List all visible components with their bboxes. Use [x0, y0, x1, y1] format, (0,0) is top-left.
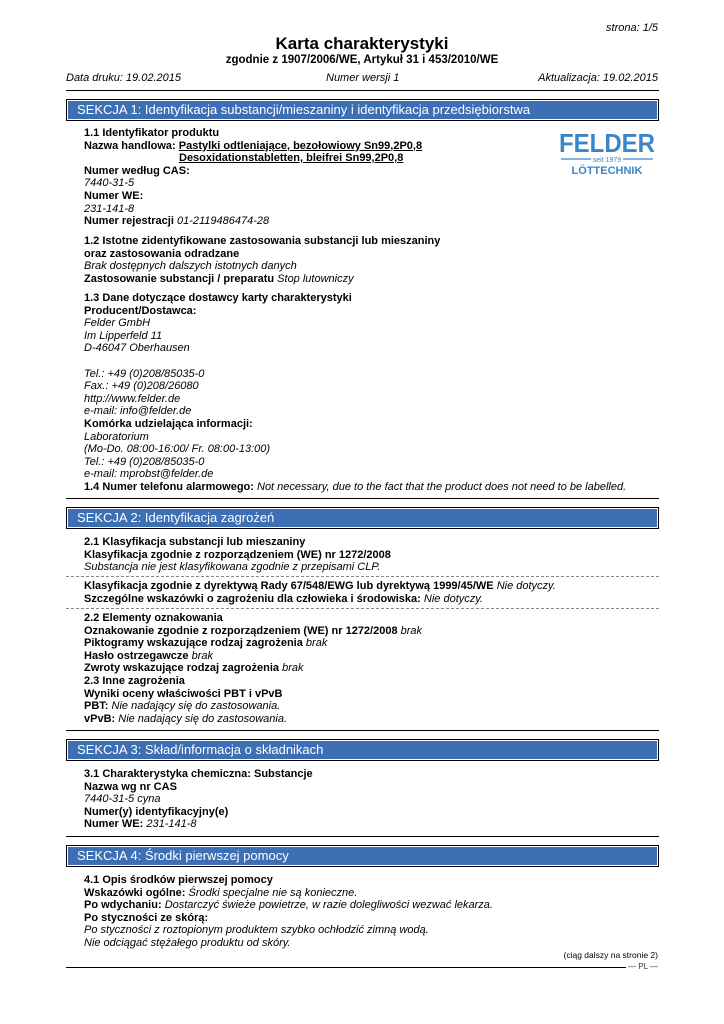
heading-2-2: 2.2 Elementy oznakowania [84, 612, 223, 624]
section-2-title: SEKCJA 2: Identyfikacja zagrożeń [68, 509, 657, 527]
general-value: Środki specjalne nie są konieczne. [188, 886, 358, 899]
clp-label: Klasyfikacja zgodnie z rozporządzeniem (WE) nr 1272/2008 [84, 548, 391, 561]
inhalation-label: Po wdychaniu: [84, 899, 162, 912]
heading-2-1: 2.1 Klasyfikacja substancji lub mieszaniny [84, 536, 306, 548]
language-code-text: PL [638, 962, 648, 971]
inhalation-value: Dostarczyć świeże powietrze, w razie dolegliwości wezwać lekarza. [164, 899, 493, 912]
vpvb-value: Nie nadający się do zastosowania. [118, 712, 288, 725]
we-label: Numer WE: [84, 189, 144, 202]
cas-label: Numer według CAS: [84, 164, 190, 177]
info-label: Komórka udzielająca informacji: [84, 417, 253, 430]
section-4-1 [84, 874, 659, 950]
directive-label: Klasyfikacja zgodnie z dyrektywą Rady 67/548/EWG lub dyrektywą 1999/45/WE [84, 580, 494, 592]
emergency-label: 1.4 Numer telefonu alarmowego: [84, 481, 254, 493]
pbt-heading: Wyniki oceny właściwości PBT i vPvB [84, 687, 283, 700]
update-date: Aktualizacja: 19.02.2015 [538, 72, 658, 84]
header-divider [66, 90, 659, 91]
footer-divider [66, 967, 626, 968]
heading-2-3: 2.3 Inne zagrożenia [84, 674, 185, 687]
street: Im Lipperfeld 11 [84, 329, 163, 342]
hazard-label: Zwroty wskazujące rodzaj zagrożenia [84, 662, 280, 675]
section-1-3 [84, 292, 659, 481]
section-1-end-divider [66, 498, 659, 499]
use-row [84, 273, 659, 286]
version-number: Numer wersji 1 [326, 72, 400, 84]
trade-name-1: Pastylki odtleniające, bezołowiowy Sn99,2P0,8 [178, 139, 423, 152]
heading-3-1: 3.1 Charakterystyka chemiczna: Substancje [84, 768, 313, 780]
section-1-1 [84, 127, 659, 228]
skin-value-2: Nie odciągać stężałego produktu od skóry. [84, 936, 291, 949]
we-number: 231-141-8 [84, 202, 135, 215]
pbt-value: Nie nadający się do zastosowania. [111, 700, 281, 713]
we-value-3: 231-141-8 [146, 818, 197, 831]
heading-1-3: 1.3 Dane dotyczące dostawcy karty charakterystyki [84, 292, 352, 304]
section-2-2 [84, 612, 659, 725]
clp-value: Substancja nie jest klasyfikowana zgodnie z przepisami CLP. [84, 561, 381, 574]
website-link[interactable]: http://www.felder.de [84, 392, 181, 405]
trade-name-label: Nazwa handlowa: [84, 139, 176, 152]
laboratory: Laboratorium [84, 430, 149, 443]
registration-label: Numer rejestracji [84, 215, 174, 228]
registration-row [84, 215, 659, 228]
skin-label: Po styczności ze skórą: [84, 911, 209, 924]
phone: Tel.: +49 (0)208/85035-0 [84, 367, 205, 380]
registration-number: 01-2119486474-28 [176, 215, 270, 228]
skin-value-1: Po styczności z roztopionym produktem szybko ochłodzić zimną wodą. [84, 924, 429, 937]
cas-number: 7440-31-5 [84, 177, 135, 190]
phone-2: Tel.: +49 (0)208/85035-0 [84, 455, 205, 468]
use-label: Zastosowanie substancji / preparatu [84, 272, 275, 285]
page-number: strona: 1/5 [606, 22, 658, 34]
no-data-text: Brak dostępnych dalszych istotnych danych [84, 260, 297, 273]
pbt-label: PBT: [84, 700, 109, 713]
section-3-end-divider [66, 836, 659, 837]
general-label: Wskazówki ogólne: [84, 886, 186, 899]
trade-name-2: Desoxidationstabletten, bleifrei Sn99,2P0,8 [179, 152, 404, 165]
special-label: Szczególne wskazówki o zagrożeniu dla człowieka i środowiska: [84, 592, 421, 605]
special-value: Nie dotyczy. [423, 592, 483, 605]
heading-1-2b: oraz zastosowania odradzane [84, 247, 240, 260]
labelling-value: brak [400, 624, 423, 637]
city: D-46047 Oberhausen [84, 342, 190, 355]
vpvb-label: vPvB: [84, 712, 116, 725]
email-link-2[interactable]: e-mail: mprobst@felder.de [84, 468, 214, 481]
heading-4-1: 4.1 Opis środków pierwszej pomocy [84, 874, 273, 886]
heading-1-1: 1.1 Identyfikator produktu [84, 127, 220, 139]
section-2-end-divider [66, 730, 659, 731]
document-title: Karta charakterystyki [275, 34, 449, 53]
section-4-title: SEKCJA 4: Środki pierwszej pomocy [68, 847, 657, 865]
office-hours: (Mo-Do. 08:00-16:00/ Fr. 08:00-13:00) [84, 443, 271, 456]
logo-brand: FELDER [559, 128, 656, 158]
email-link[interactable]: e-mail: info@felder.de [84, 405, 192, 418]
section-1-2 [84, 235, 659, 285]
signal-word-value: brak [191, 649, 214, 662]
section-3-1 [84, 768, 659, 831]
continued-note: (ciąg dalszy na stronie 2) [563, 950, 658, 960]
labelling-label: Oznakowanie zgodnie z rozporządzeniem (WE) nr 1272/2008 [84, 624, 398, 637]
hazard-value: brak [282, 662, 304, 675]
emergency-value: Not necessary, due to the fact that the product does not need to be labelled. [257, 481, 627, 493]
trade-name-row [84, 140, 659, 153]
dashed-divider [66, 608, 659, 609]
logo-subtitle: LÖTTECHNIK [571, 165, 643, 176]
cas-name-label: Nazwa wg nr CAS [84, 780, 177, 793]
we-label-3: Numer WE: [84, 818, 144, 831]
language-code: — PL — [628, 962, 658, 971]
section-2-1 [84, 536, 659, 574]
pictogram-label: Piktogramy wskazujące rodzaj zagrożenia [84, 637, 303, 650]
identifier-label: Numer(y) identyfikacyjny(e) [84, 805, 229, 818]
section-3-title: SEKCJA 3: Skład/informacja o składnikach [68, 741, 657, 759]
section-1-title: SEKCJA 1: Identyfikacja substancji/mieszaniny i identyfikacja przedsiębiorstwa [68, 101, 657, 119]
document-subtitle: zgodnie z 1907/2006/WE, Artykuł 31 i 453/2010/WE [225, 54, 499, 66]
cas-name-value: 7440-31-5 cyna [84, 793, 161, 806]
company-name: Felder GmbH [84, 317, 151, 330]
fax: Fax.: +49 (0)208/26080 [84, 380, 199, 393]
print-date: Data druku: 19.02.2015 [66, 72, 181, 84]
signal-word-label: Hasło ostrzegawcze [84, 649, 189, 662]
supplier-label: Producent/Dostawca: [84, 304, 197, 317]
dashed-divider [66, 576, 659, 577]
directive-value: Nie dotyczy. [496, 580, 556, 592]
section-1-4 [84, 481, 659, 494]
section-2-1-directive [84, 580, 659, 605]
use-value: Stop lutowniczy [277, 272, 354, 285]
heading-1-2a: 1.2 Istotne zidentyfikowane zastosowania substancji lub mieszaniny [84, 235, 441, 247]
pictogram-value: brak [305, 637, 328, 650]
logo-since: seit 1979 [592, 157, 622, 164]
